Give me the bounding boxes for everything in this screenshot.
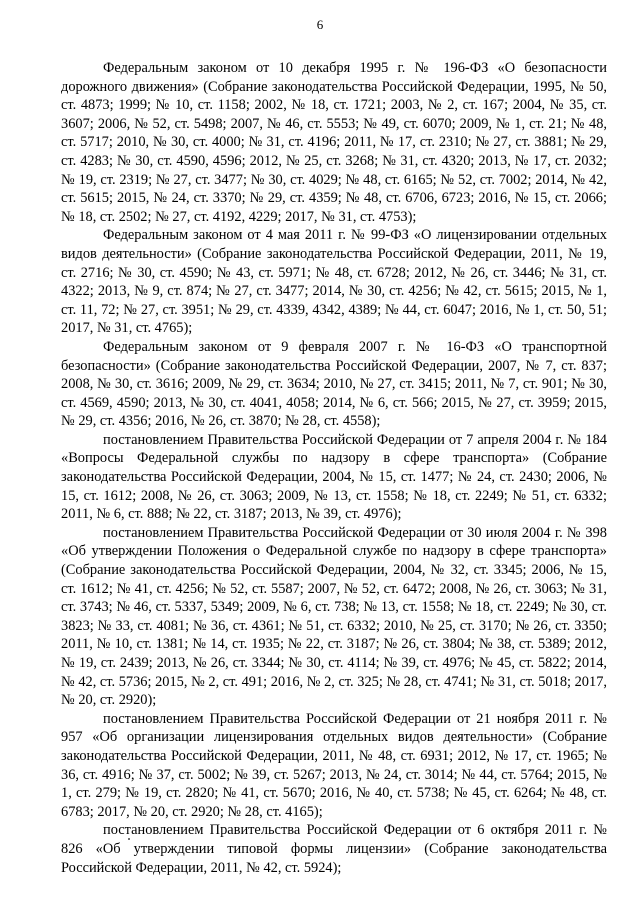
paragraph-decree-398: постановлением Правительства Российской Федерации от 30 июля 2004 г. № 398 «Об утверждении Положения о Федеральной службе по надзору в сфере транспорта» (Собрание законодательства Российской Федерации, 2004, № 32, ст. 3345; 2006, № 15, ст. 1612; № 41, ст. 4256; № 52, ст. 5587; 2007, № 52, ст. 6472; 2008, № 26, ст. 3063; № 31, ст. 3743; № 46, ст. 5337, 5349; 2009, № 6, ст. 738; № 13, ст. 1558; № 18, ст. 2249; № 30, ст. 3823; № 33, ст. 4081; № 36, ст. 4361; № 51, ст. 6332; 2010, № 25, ст. 3170; № 26, ст. 3350; 2011, № 10, ст. 1381; № 14, ст. 1935; № 22, ст. 3187; № 26, ст. 3804; № 38, ст. 5389; 2012, № 19, ст. 2439; 2013, № 26, ст. 3344; № 30, ст. 4114; № 39, ст. 4976; № 45, ст. 5822; 2014, № 42, ст. 5736; 2015, № 2, ст. 491; 2016, № 2, ст. 325; № 28, ст. 4741; № 31, ст. 5018; 2017, № 20, ст. 2920);	[61, 524, 607, 709]
paragraph-law-99-fz: Федеральным законом от 4 мая 2011 г. № 99-ФЗ «О лицензировании отдельных видов деятельности» (Собрание законодательства Российской Федерации, 2011, № 19, ст. 2716; № 30, ст. 4590; № 43, ст. 5971; № 48, ст. 6728; 2012, № 26, ст. 3446; № 31, ст. 4322; 2013, № 9, ст. 874; № 27, ст. 3477; 2014, № 30, ст. 4256; № 42, ст. 5615; 2015, № 1, ст. 11, 72; № 27, ст. 3951; № 29, ст. 4339, 4342, 4389; № 44, ст. 6047; 2016, № 1, ст. 50, 51; 2017, № 31, ст. 4765);	[61, 227, 607, 337]
scan-speck	[128, 838, 130, 840]
paragraph-law-196-fz: Федеральным законом от 10 декабря 1995 г. № 196-ФЗ «О безопасности дорожного движения» (Собрание законодательства Российской Федерации, 1995, № 50, ст. 4873; 1999; № 10, ст. 1158; 2002, № 18, ст. 1721; 2003, № 2, ст. 167; 2004, № 35, ст. 3607; 2006, № 52, ст. 5498; 2007, № 46, ст. 5553; № 49, ст. 6070; 2009, № 1, ст. 21; № 48, ст. 5717; 2010, № 30, ст. 4000; № 31, ст. 4196; 2011, № 17, ст. 2310; № 27, ст. 3881; № 29, ст. 4283; № 30, ст. 4590, 4596; 2012, № 25, ст. 3268; № 31, ст. 4320; 2013, № 17, ст. 2032; № 19, ст. 2319; № 27, ст. 3477; № 30, ст. 4029; № 48, ст. 6165; № 52, ст. 7002; 2014, № 42, ст. 5615; 2015, № 24, ст. 3370; № 29, ст. 4359; № 48, ст. 6706, 6723; 2016, № 15, ст. 2066; № 18, ст. 2502; № 27, ст. 4192, 4229; 2017, № 31, ст. 4753);	[61, 60, 607, 225]
paragraph-decree-957: постановлением Правительства Российской Федерации от 21 ноября 2011 г. № 957 «Об организации лицензирования отдельных видов деятельности» (Собрание законодательства Российской Федерации, 2011, № 48, ст. 6931; 2012, № 17, ст. 1965; № 36, ст. 4916; № 37, ст. 5002; № 39, ст. 5267; 2013, № 24, ст. 3014; № 44, ст. 5764; 2015, № 1, ст. 279; № 19, ст. 2820; № 41, ст. 5670; 2016, № 40, ст. 5738; № 45, ст. 6264; № 48, ст. 6783; 2017, № 20, ст. 2920; № 28, ст. 4165);	[61, 710, 607, 820]
document-body	[61, 59, 607, 877]
paragraph-decree-826: постановлением Правительства Российской Федерации от 6 октября 2011 г. № 826 «Об утверждении типовой формы лицензии» (Собрание законодательства Российской Федерации, 2011, № 42, ст. 5924);	[61, 822, 607, 876]
paragraph-decree-184: постановлением Правительства Российской Федерации от 7 апреля 2004 г. № 184 «Вопросы Федеральной службы по надзору в сфере транспорта» (Собрание законодательства Российской Федерации, 2004, № 15, ст. 1477; № 24, ст. 2430; 2006, № 15, ст. 1612; 2008, № 26, ст. 3063; 2009, № 13, ст. 1558; № 18, ст. 2249; № 51, ст. 6332; 2011, № 6, ст. 888; № 22, ст. 3187; 2013, № 39, ст. 4976);	[61, 431, 607, 523]
paragraph-law-16-fz: Федеральным законом от 9 февраля 2007 г. № 16-ФЗ «О транспортной безопасности» (Собрание законодательства Российской Федерации, 2007, № 7, ст. 837; 2008, № 30, ст. 3616; 2009, № 29, ст. 3634; 2010, № 27, ст. 3415; 2011, № 7, ст. 901; № 30, ст. 4569, 4590; 2013, № 30, ст. 4041, 4058; 2014, № 6, ст. 566; 2015, № 27, ст. 3959; 2015, № 29, ст. 4356; 2016, № 26, ст. 3870; № 28, ст. 4558);	[61, 338, 607, 430]
page-number: 6	[316, 17, 324, 32]
